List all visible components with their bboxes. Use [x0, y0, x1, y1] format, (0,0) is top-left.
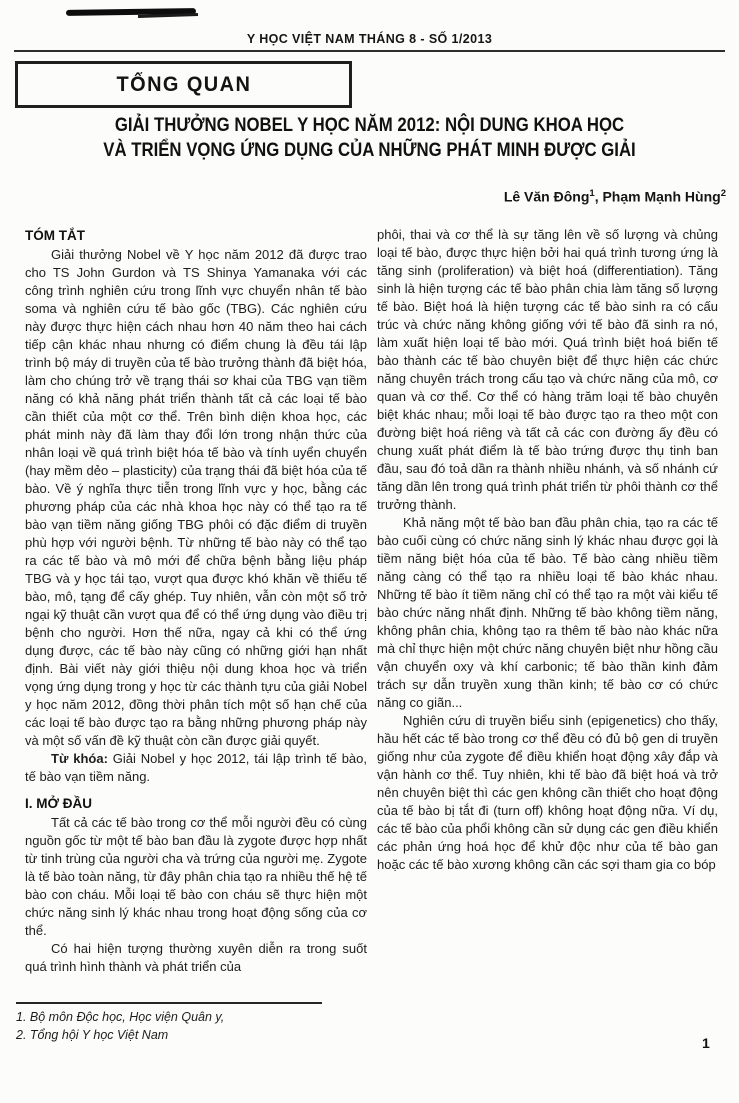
journal-header: Y HỌC VIỆT NAM THÁNG 8 - SỐ 1/2013 [246, 32, 493, 46]
body-paragraph-continuation: phôi, thai và cơ thể là sự tăng lên về số lượng và chủng loại tế bào, được thực hiện bởi hai quá trình tương ứng là tăng sinh (proliferation) và biệt hoá (differentiation). Tăng sinh là hiện tượng các tế bào phân chia làm tăng số lượng tế bào. Biệt hoá là hiện tượng các tế bào sinh ra có cấu trúc và chức năng không giống với tế bào đã sinh ra nó, làm xuất hiện loại tế bào mới. Quá trình biệt hoá biến tế bào thành các tế bào chuyên biệt để thực hiện các chức năng chuyên trách trong cấu tạo và chức năng của mô, cơ quan và cơ thể. Cơ thể có hàng trăm loại tế bào chuyên biệt khác nhau; mỗi loại tế bào được tạo ra theo một con đường biệt hoá riêng và tất cả các con đường ấy đều có chung xuất phát điểm là tế bào trứng được thụ tinh ban đầu, sau đó toả dần ra thành nhiều nhánh, và số nhánh cứ tăng dần lên trong quá trình phát triển từ phôi thành cơ thể trưởng thành. [377, 227, 718, 512]
section-box [15, 61, 352, 108]
author-name-2: Phạm Mạnh Hùng [602, 188, 721, 205]
footnote-1: 1. Bộ môn Độc học, Học viện Quân y, [16, 1010, 225, 1024]
body-paragraph-2: Khả năng một tế bào ban đầu phân chia, tạo ra các tế bào cuối cùng có chức năng sinh lý khác nhau được gọi là tiềm năng biệt hóa của tế bào. Tế bào càng nhiều tiềm năng càng có thể tạo ra nhiều loại tế bào khác nhau. Những tế bào ít tiềm năng chỉ có thể tạo ra một vài kiểu tế bào chức năng nhất định. Những tế bào không tiềm năng, không phân chia, không tạo ra thêm tế bào nào khác nữa mà chỉ thực hiện một chức năng chuyên biệt như hồng cầu vận chuyển oxy và khí carbonic; tế bào thần kinh đảm trách sự dẫn truyền xung thần kinh; tế bào cơ có chức năng co giãn... [377, 515, 718, 710]
authors-separator: , [594, 188, 603, 205]
abstract-body: Giải thưởng Nobel về Y học năm 2012 đã được trao cho TS John Gurdon và TS Shinya Yamanaka với các công trình nghiên cứu trong lĩnh vực chuyển nhân tế bào soma và nghiên cứu tế bào gốc (TBG). Các nghiên cứu này được thực hiện cách nhau hơn 40 năm theo hai cách tiếp cận khác nhau nhưng có điểm chung là đều tái lập trình bộ máy di truyền của tế bào trưởng thành đã biệt hóa, làm cho chúng trở về trạng thái sơ khai của TBG vạn tiềm năng có khả năng phát triển thành tất cả các loại tế bào cần thiết của một cơ thể. Trên bình diện khoa học, các phát minh này đã làm thay đổi lớn trong nhận thức của nhân loại về quá trình biệt hóa tế bào và tính uyển chuyển (hay mềm dẻo – plasticity) của trạng thái đã biệt hóa của tế bào. Về ý nghĩa thực tiễn trong lĩnh vực y học, bằng các phương pháp của các nhà khoa học này có thể tạo ra tế bào vạn tiềm năng giống TBG phôi có đặc điểm di truyền phù hợp với người bệnh. Từ những tế bào này có thể tạo ra các tế bào và mô mới để chữa bệnh bằng liệu pháp TBG và y học tái tạo, vượt qua được khó khăn về thiếu tế bào, mô, tạng để cấy ghép. Tuy nhiên, vẫn còn một số trở ngại kỹ thuật cần vượt qua để có thể ứng dụng vào điều trị bệnh cho người. Hơn thế nữa, ngay cả khi có thể ứng dụng được, các tế bào này cũng có những giới hạn nhất định. Bài viết này giới thiệu nội dung khoa học và triển vọng ứng dụng trong y học từ các thành tựu của giải Nobel y học năm 2012, đồng thời phân tích một số hạn chế của các loại tế bào được tạo ra bằng những phương pháp này và một số vấn đề kỹ thuật còn cần được giải quyết. [25, 247, 367, 748]
body-paragraph-3: Nghiên cứu di truyền biểu sinh (epigenetics) cho thấy, hầu hết các tế bào trong cơ thể đều có đủ bộ gen di truyền giống như của zygote để điều khiển hoạt động xây đắp và vận hành cơ thể. Tuy nhiên, khi tế bào đã biệt hoá và trở nên chuyên biệt thì các gen không cần thiết cho hoạt động của tế bào bị tắt đi (turn off) không hoạt động nữa. Ví dụ, các tế bào của phổi không cần sử dụng các gen điều khiển các phản ứng hoá học để khử độc như của tế bào gan hoặc các tế bào xương không cần các sợi tham gia co bóp [377, 713, 718, 872]
article-title [0, 113, 739, 163]
footnote-rule [16, 1002, 322, 1004]
keywords-label: Từ khóa: [51, 751, 108, 766]
intro-paragraph-1: Tất cả các tế bào trong cơ thể mỗi người đều có cùng nguồn gốc từ một tế bào ban đầu là zygote được hợp nhất từ tinh trùng của người cha và trứng của người mẹ. Zygote là tế bào toàn năng, từ đây phân chia tạo ra nhiều thế hệ tế bào con cháu. Mỗi loại tế bào con cháu sẽ thực hiện một chức năng sinh lý khác nhau trong hoạt động sống của cơ thể. [25, 815, 367, 938]
keywords-text: Giải Nobel y học 2012, tái lập trình tế bào, tế bào vạn tiềm năng. [25, 751, 367, 784]
authors-line [504, 188, 726, 205]
abstract-heading: TÓM TẮT [25, 228, 85, 243]
intro-heading: I. MỞ ĐẦU [25, 796, 93, 811]
author-affiliation-mark-2: 2 [720, 188, 726, 199]
footnote-2: 2. Tổng hội Y học Việt Nam [16, 1028, 169, 1042]
page-number: 1 [702, 1035, 710, 1051]
intro-paragraph-2: Có hai hiện tượng thường xuyên diễn ra trong suốt quá trình hình thành và phát triển của [25, 941, 367, 974]
keywords-paragraph [25, 750, 367, 786]
author-affiliation-mark-1: 1 [589, 188, 595, 199]
author-name-1: Lê Văn Đông [503, 188, 590, 205]
header-rule [14, 50, 725, 52]
article-title-line-2: VÀ TRIỂN VỌNG ỨNG DỤNG CỦA NHỮNG PHÁT MINH ĐƯỢC GIẢI [103, 139, 636, 161]
section-label: TỔNG QUAN [116, 72, 251, 96]
footnote-block [16, 1002, 356, 1044]
article-title-line-1: GIẢI THƯỞNG NOBEL Y HỌC NĂM 2012: NỘI DUNG KHOA HỌC [114, 114, 625, 136]
right-column [377, 226, 718, 874]
left-column [25, 226, 367, 976]
